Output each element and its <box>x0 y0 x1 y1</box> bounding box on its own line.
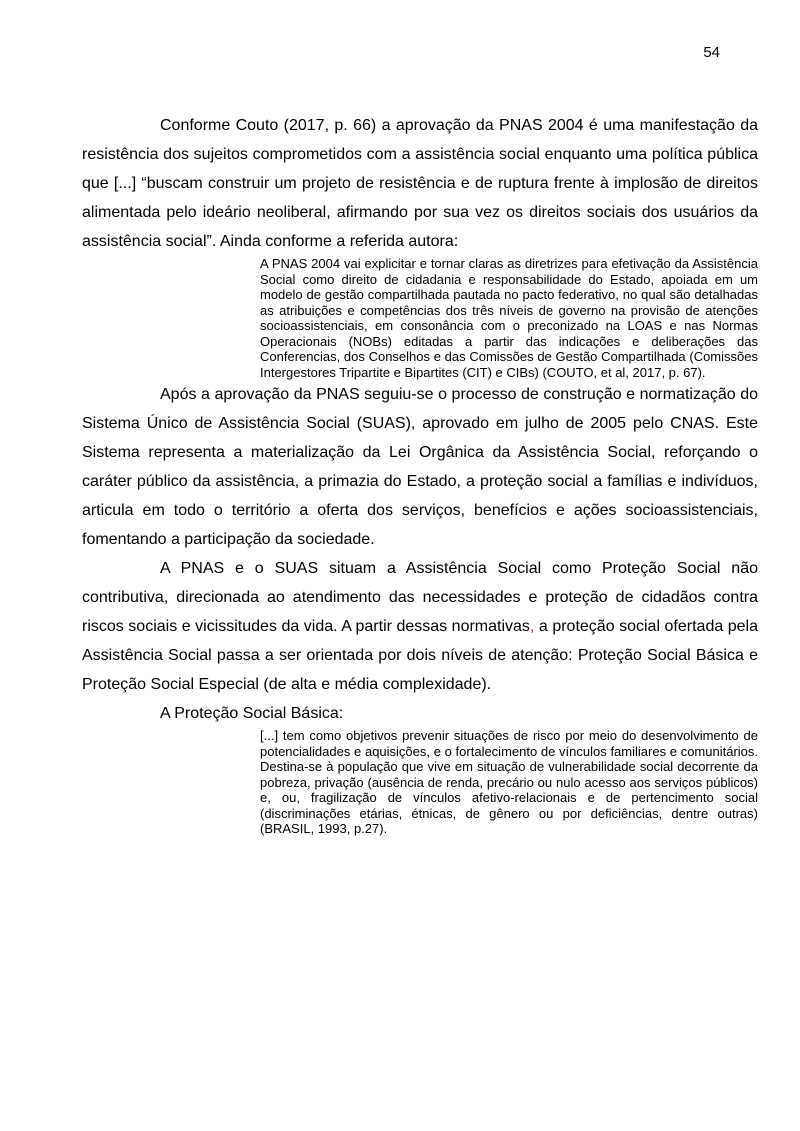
block-quote-pnas-2004: A PNAS 2004 vai explicitar e tornar claras as diretrizes para efetivação da Assistência Social como direito de cidadania e responsabilidade do Estado, apoiada em um modelo de gestão compartilhada pautada no pacto federativo, no qual são detalhadas as atribuições e competências dos três níveis de governo na provisão de atenções socioassistenciais, em consonância com o preconizado na LOAS e nas Normas Operacionais (NOBs) editadas a partir das indicações e deliberações das Conferencias, dos Conselhos e das Comissões de Gestão Compartilhada (Comissões Intergestores Tripartite e Bipartites (CIT) e CIBs) (COUTO, et al, 2017, p. 67). <box>260 256 758 380</box>
red-comma: , <box>529 618 535 635</box>
paragraph-protecao-social <box>82 554 758 699</box>
paragraph-suas-normatizacao: Após a aprovação da PNAS seguiu-se o processo de construção e normatização do Sistema Único de Assistência Social (SUAS), aprovado em julho de 2005 pelo CNAS. Este Sistema representa a materialização da Lei Orgânica da Assistência Social, reforçando o caráter público da assistência, a primazia do Estado, a proteção social a famílias e indivíduos, articula em todo o território a oferta dos serviços, benefícios e ações socioassistenciais, fomentando a participação da sociedade. <box>82 386 758 548</box>
paragraph-protecao-social-text: A PNAS e o SUAS situam a Assistência Social como Proteção Social não contributiva, direcionada ao atendimento das necessidades e proteção de cidadãos contra riscos sociais e vicissitudes da vida. A partir dessas normativas <box>82 560 758 635</box>
lead-in-protecao-social-basica: A Proteção Social Básica: <box>160 705 344 722</box>
paragraph-couto-citation: Conforme Couto (2017, p. 66) a aprovação da PNAS 2004 é uma manifestação da resistência dos sujeitos comprometidos com a assistência social enquanto uma política pública que [...] “buscam construir um projeto de resistência e de ruptura frente à implosão de direitos alimentada pelo ideário neoliberal, afirmando por sua vez os direitos sociais dos usuários da assistência social”. Ainda conforme a referida autora: <box>82 117 758 250</box>
page-number: 54 <box>703 44 720 61</box>
paragraph-protecao-social-text-after: a proteção social ofertada pela Assistência Social passa a ser orientada por dois níveis de atenção: Proteção Social Básica e Proteção Social Especial (de alta e média complexidade). <box>82 618 758 693</box>
page-content <box>82 0 758 837</box>
block-quote-brasil-1993: [...] tem como objetivos prevenir situações de risco por meio do desenvolvimento de potencialidades e aquisições, e o fortalecimento de vínculos familiares e comunitários. Destina-se à população que vive em situação de vulnerabilidade social decorrente da pobreza, privação (ausência de renda, precário ou nulo acesso aos serviços públicos) e, ou, fragilização de vínculos afetivo-relacionais e de pertencimento social (discriminações etárias, étnicas, de gênero ou por deficiências, dentre outras) (BRASIL, 1993, p.27). <box>260 728 758 836</box>
